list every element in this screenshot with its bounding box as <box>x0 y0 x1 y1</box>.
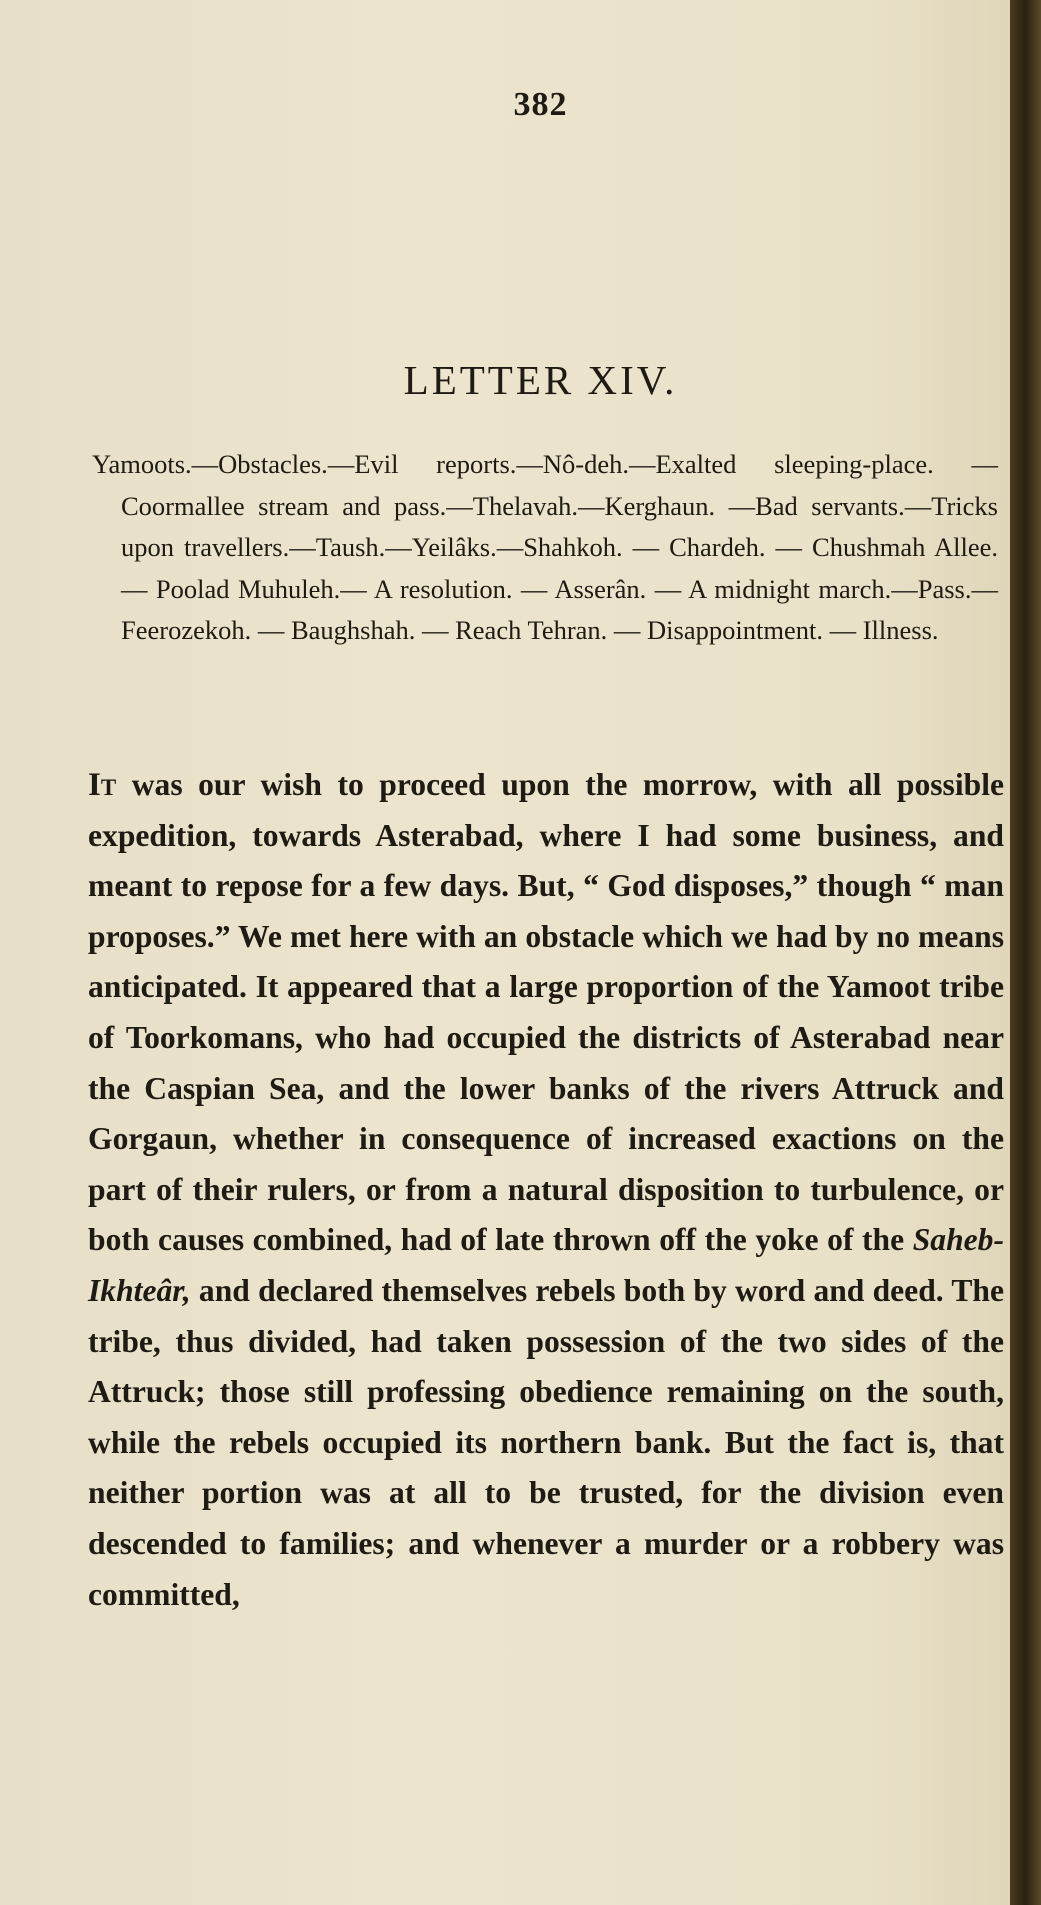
body-paragraph <box>88 760 1004 1620</box>
chapter-synopsis: Yamoots.—Obstacles.—Evil reports.—Nô-deh.—Exalted sleeping-place. — Coormallee stream and pass.—Thelavah.—Kerghaun. —Bad servants.—Tricks upon travellers.—Taush.—Yeilâks.—Shahkoh. — Chardeh. — Chushmah Allee. — Poolad Muhuleh.— A resolution. — Asserân. — A midnight march.—Pass.—Feerozekoh. — Baughshah. — Reach Tehran. — Disappointment. — Illness. <box>92 449 998 645</box>
book-binding-edge <box>1010 0 1041 1905</box>
body-text-part-2: and declared themselves rebels both by word and deed. The tribe, thus divided, had taken possession of the two sides of the Attruck; those still professing obedience remaining on the south, while the rebels occupied its northern bank. But the fact is, that neither portion was at all to be trusted, for the division even descended to families; and whenever a murder or a robbery was committed, <box>88 1272 1004 1612</box>
page-number: 382 <box>513 86 568 123</box>
paragraph-lead-word: It <box>88 767 117 803</box>
body-text-part-1: was our wish to proceed upon the morrow, with all possible expedition, towards Asterabad, where I had some business, and meant to repose for a few days. But, “ God disposes,” though “ man proposes.” We met here with an obstacle which we had by no means anticipated. It appeared that a large proportion of the Yamoot tribe of Toorkomans, who had occupied the districts of Asterabad near the Caspian Sea, and the lower banks of the rivers Attruck and Gorgaun, whether in consequence of increased exactions on the part of their rulers, or from a natural disposition to turbulence, or both causes combined, had of late thrown off the yoke of the <box>88 767 1004 1258</box>
italic-title: Saheb-Ikhteâr, <box>88 1222 1004 1308</box>
letter-heading: LETTER XIV. <box>403 357 678 403</box>
